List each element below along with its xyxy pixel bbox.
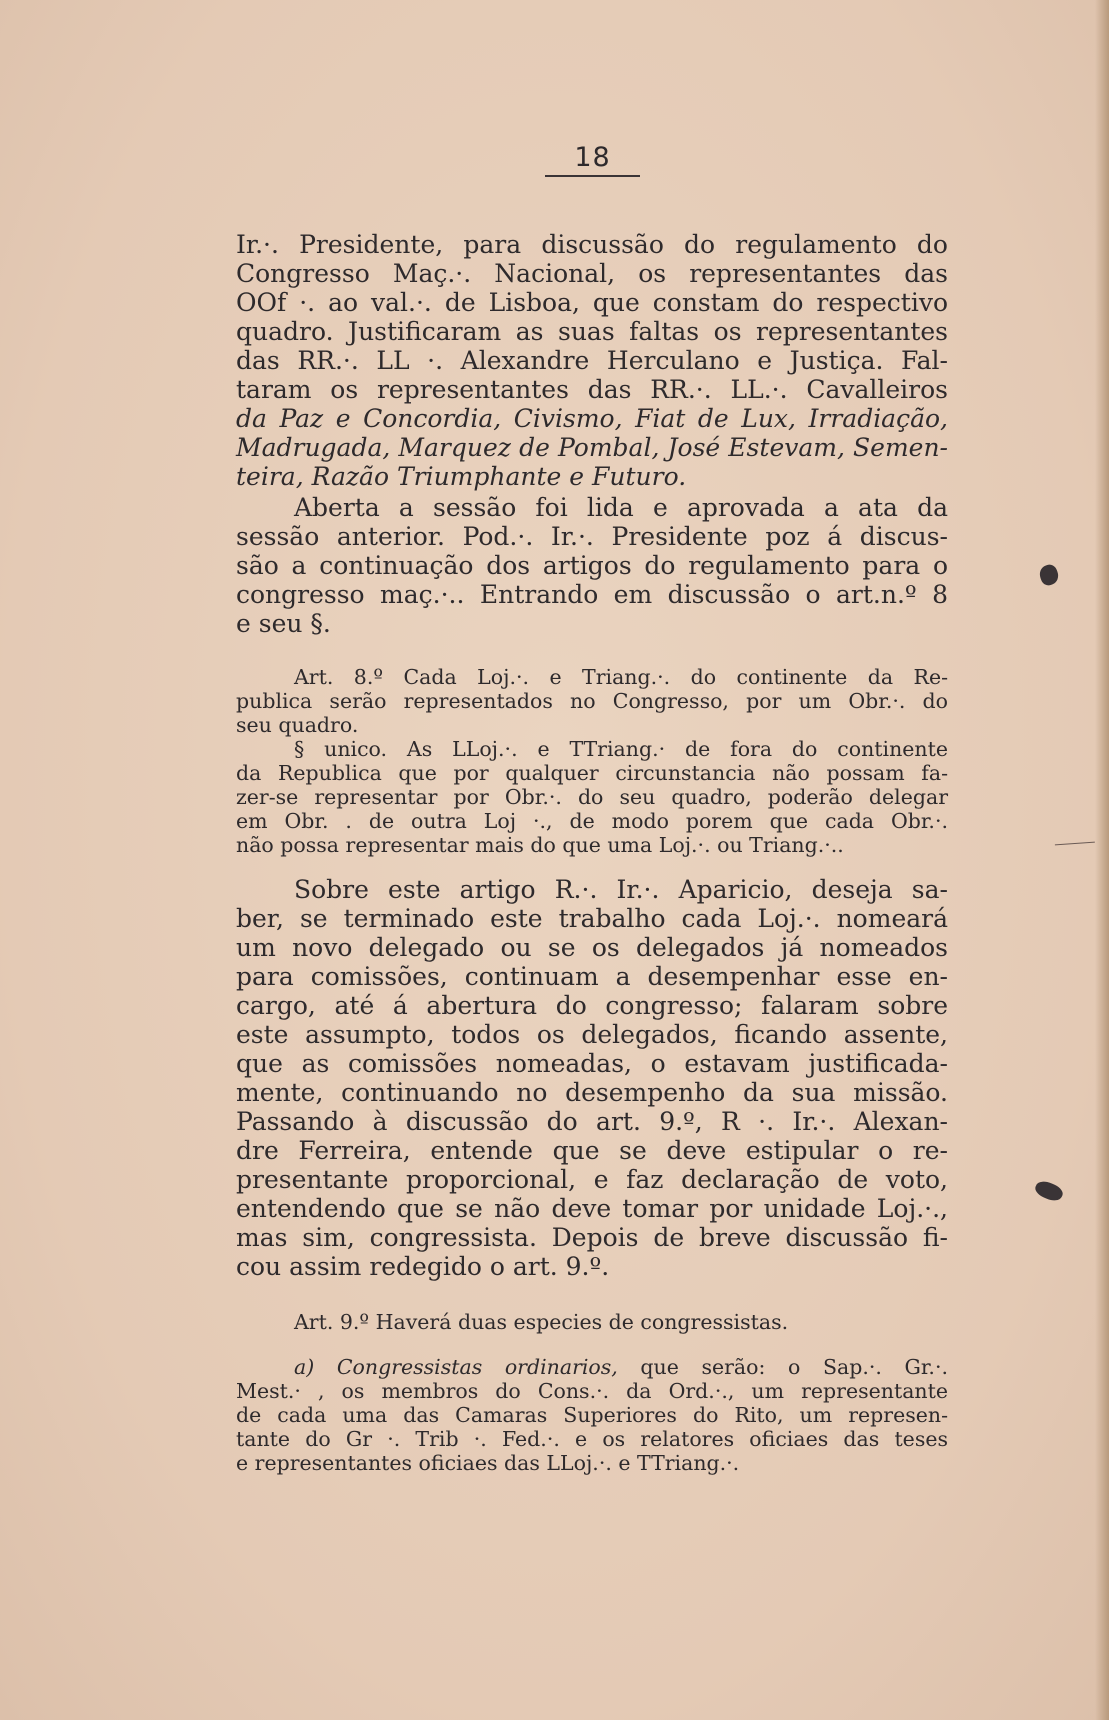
text-line: Madrugada, Marquez de Pombal, José Estevam, Semen- <box>236 433 948 462</box>
item-text: que serão: o Sap.·. Gr.·. <box>617 1355 948 1379</box>
text-line: Art. 8.º Cada Loj.·. e Triang.·. do continente da Re- <box>294 665 948 689</box>
text-line: da Paz e Concordia, Civismo, Fiat de Lux, Irradiação, <box>236 404 948 433</box>
text-line: da Republica que por qualquer circunstancia não possam fa- <box>236 761 948 785</box>
text-line: são a continuação dos artigos do regulamento para o <box>236 551 948 580</box>
text-line: Art. 9.º Haverá duas especies de congressistas. <box>294 1310 789 1334</box>
text-line: mas sim, congressista. Depois de breve discussão fi- <box>236 1223 948 1252</box>
text-line: teira, Razão Triumphante e Futuro. <box>236 462 687 491</box>
text-line: zer-se representar por Obr.·. do seu quadro, poderão delegar <box>236 785 948 809</box>
text-line: para comissões, continuam a desempenhar esse en- <box>236 962 948 991</box>
text-line: Aberta a sessão foi lida e aprovada a ata da <box>294 493 948 522</box>
text-line: não possa representar mais do que uma Loj.·. ou Triang.·.. <box>236 833 844 857</box>
text-line <box>236 1355 948 1379</box>
article-9-item-a <box>236 1355 948 1475</box>
paragraph-1 <box>236 230 948 638</box>
text-line: de cada uma das Camaras Superiores do Rito, um represen- <box>236 1403 948 1427</box>
page-edge <box>1095 0 1109 1720</box>
text-line: Congresso Maç.·. Nacional, os representantes das <box>236 259 948 288</box>
text-line: cou assim redegido o art. 9.º. <box>236 1252 610 1281</box>
paragraph-3 <box>236 875 948 1281</box>
text-line: cargo, até á abertura do congresso; falaram sobre <box>236 991 948 1020</box>
text-line: Sobre este artigo R.·. Ir.·. Aparicio, deseja sa- <box>294 875 948 904</box>
text-line: das RR.·. LL ·. Alexandre Herculano e Justiça. Fal- <box>236 346 948 375</box>
text-line: Passando à discussão do art. 9.º, R ·. Ir.·. Alexan- <box>236 1107 948 1136</box>
text-line: OOf ·. ao val.·. de Lisboa, que constam do respectivo <box>236 288 948 317</box>
text-line: este assumpto, todos os delegados, ficando assente, <box>236 1020 948 1049</box>
article-9-heading <box>236 1310 948 1334</box>
text-line: Mest.· , os membros do Cons.·. da Ord.·., um representante <box>236 1379 948 1403</box>
page-number: 18 <box>545 142 640 177</box>
text-line: ber, se terminado este trabalho cada Loj.·. nomeará <box>236 904 948 933</box>
text-line: taram os representantes das RR.·. LL.·. Cavalleiros <box>236 375 948 404</box>
item-label: a) <box>294 1355 315 1379</box>
text-line: um novo delegado ou se os delegados já nomeados <box>236 933 948 962</box>
text-line: publica serão representados no Congresso, por um Obr.·. do <box>236 689 948 713</box>
text-line: presentante proporcional, e faz declaração de voto, <box>236 1165 948 1194</box>
text-line: § unico. As LLoj.·. e TTriang.· de fora do continente <box>294 737 948 761</box>
text-line: entendendo que se não deve tomar por unidade Loj.·., <box>236 1194 948 1223</box>
text-line: que as comissões nomeadas, o estavam justificada- <box>236 1049 948 1078</box>
article-8 <box>236 665 948 857</box>
text-line: tante do Gr ·. Trib ·. Fed.·. e os relatores oficiaes das teses <box>236 1427 948 1451</box>
text-line: dre Ferreira, entende que se deve estipular o re- <box>236 1136 948 1165</box>
text-line: seu quadro. <box>236 713 359 737</box>
text-line: sessão anterior. Pod.·. Ir.·. Presidente poz á discus- <box>236 522 948 551</box>
text-line: congresso maç.·.. Entrando em discussão o art.n.º 8 <box>236 580 948 609</box>
text-line: e seu §. <box>236 609 331 638</box>
text-line: mente, continuando no desempenho da sua missão. <box>236 1078 948 1107</box>
text-line: e representantes oficiaes das LLoj.·. e TTriang.·. <box>236 1451 740 1475</box>
text-line: Ir.·. Presidente, para discussão do regulamento do <box>236 230 948 259</box>
text-line: em Obr. . de outra Loj ·., de modo porem que cada Obr.·. <box>236 809 948 833</box>
text-line: quadro. Justificaram as suas faltas os representantes <box>236 317 948 346</box>
item-title: Congressistas ordinarios, <box>336 1355 618 1379</box>
